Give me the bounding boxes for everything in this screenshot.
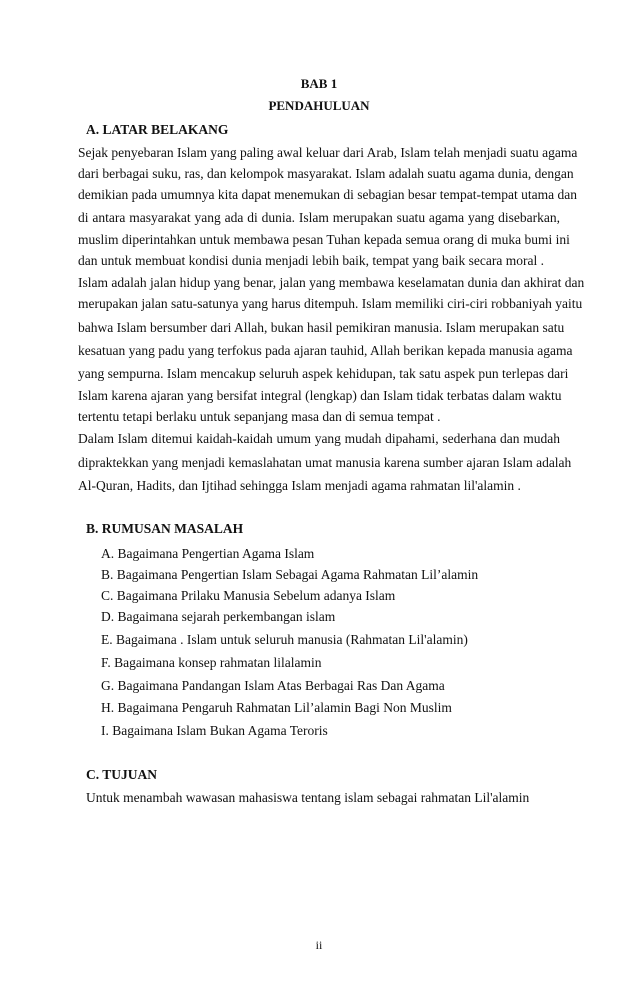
list-item: H. Bagaimana Pengaruh Rahmatan Lil’alamin Bagi Non Muslim xyxy=(101,700,452,715)
section-a-heading: A. LATAR BELAKANG xyxy=(86,122,229,137)
objective-text: Untuk menambah wawasan mahasiswa tentang islam sebagai rahmatan Lil'alamin xyxy=(86,790,530,805)
list-item: E. Bagaimana . Islam untuk seluruh manusia (Rahmatan Lil'alamin) xyxy=(101,632,468,647)
section-c-heading: C. TUJUAN xyxy=(86,767,158,782)
paragraph-line: dipraktekkan yang menjadi kemaslahatan umat manusia karena sumber ajaran Islam adalah xyxy=(78,455,572,470)
paragraph-line: yang sempurna. Islam mencakup seluruh aspek kehidupan, tak satu aspek pun terlepas dari xyxy=(78,366,569,381)
list-item: F. Bagaimana konsep rahmatan lilalamin xyxy=(101,655,322,670)
list-item: G. Bagaimana Pandangan Islam Atas Berbagai Ras Dan Agama xyxy=(101,678,445,693)
paragraph-line: Al-Quran, Hadits, dan Ijtihad sehingga Islam menjadi agama rahmatan lil'alamin . xyxy=(78,478,521,493)
paragraph-line: dan untuk membuat kondisi dunia menjadi lebih baik, tempat yang baik secara moral . xyxy=(78,253,545,268)
chapter-title: PENDAHULUAN xyxy=(268,98,370,113)
paragraph-line: di antara masyarakat yang ada di dunia. Islam merupakan suatu agama yang disebarkan, xyxy=(78,210,560,225)
paragraph-line: demikian pada umumnya kita dapat menemukan di sebagian besar tempat-tempat utama dan xyxy=(78,187,577,202)
paragraph-line: merupakan jalan satu-satunya yang harus ditempuh. Islam memiliki ciri-ciri robbaniyah yaitu xyxy=(78,296,583,311)
paragraph-line: Islam adalah jalan hidup yang benar, jalan yang membawa keselamatan dunia dan akhirat dan xyxy=(78,275,585,290)
paragraph-line: muslim diperintahkan untuk membawa pesan Tuhan kepada semua orang di muka bumi ini xyxy=(78,232,570,247)
paragraph-line: bahwa Islam bersumber dari Allah, bukan hasil pemikiran manusia. Islam merupakan satu xyxy=(78,320,565,335)
paragraph-line: dari berbagai suku, ras, dan kelompok masyarakat. Islam adalah suatu agama dunia, dengan xyxy=(78,166,574,181)
paragraph-line: tertentu tetapi berlaku untuk sepanjang masa dan di semua tempat . xyxy=(78,409,441,424)
paragraph-line: Islam karena ajaran yang bersifat integral (lengkap) dan Islam tidak terbatas dalam waktu xyxy=(78,388,562,403)
list-item: D. Bagaimana sejarah perkembangan islam xyxy=(101,609,336,624)
list-item: I. Bagaimana Islam Bukan Agama Teroris xyxy=(101,723,328,738)
paragraph-line: Sejak penyebaran Islam yang paling awal keluar dari Arab, Islam telah menjadi suatu agama xyxy=(78,145,578,160)
list-item: C. Bagaimana Prilaku Manusia Sebelum adanya Islam xyxy=(101,588,396,603)
chapter-number: BAB 1 xyxy=(300,76,338,91)
list-item: B. Bagaimana Pengertian Islam Sebagai Agama Rahmatan Lil’alamin xyxy=(101,567,479,582)
page-number: ii xyxy=(315,938,323,952)
list-item: A. Bagaimana Pengertian Agama Islam xyxy=(101,546,315,561)
paragraph-line: Dalam Islam ditemui kaidah-kaidah umum yang mudah dipahami, sederhana dan mudah xyxy=(78,431,560,446)
section-b-heading: B. RUMUSAN MASALAH xyxy=(86,521,244,536)
paragraph-line: kesatuan yang padu yang terfokus pada ajaran tauhid, Allah berikan kepada manusia agama xyxy=(78,343,573,358)
